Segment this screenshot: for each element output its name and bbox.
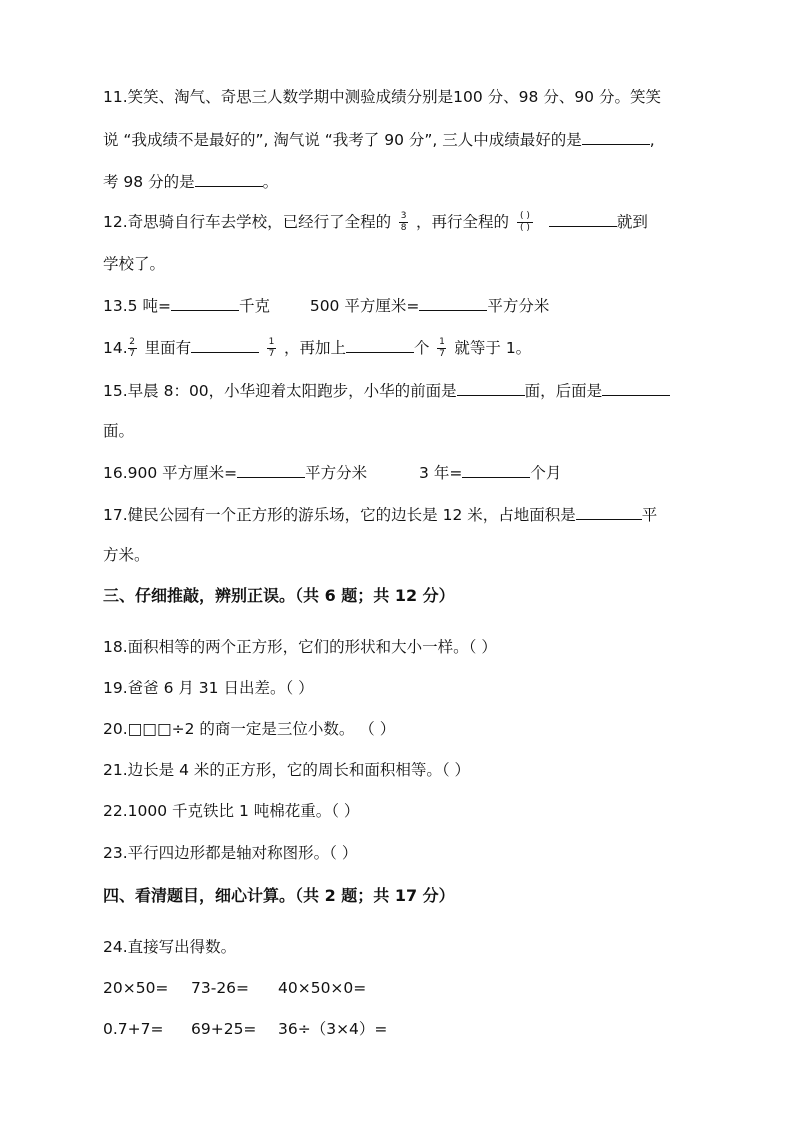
question-21: 21.边长是 4 米的正方形，它的周长和面积相等。（ ） — [103, 761, 471, 779]
fraction-denominator-blank: ( ) — [520, 223, 530, 233]
calc-item: 73-26= — [191, 979, 250, 997]
q17-text-3: 方米。 — [103, 546, 150, 564]
q11-period: 。 — [262, 173, 279, 191]
calc-item: 36÷（3×4）= — [278, 1020, 388, 1038]
q11-text-1: 11.笑笑、淘气、奇思三人数学期中测验成绩分别是100 分、98 分、90 分。笑笑 — [103, 88, 661, 106]
answer-blank[interactable] — [419, 294, 487, 311]
question-23: 23.平行四边形都是轴对称图形。（ ） — [103, 844, 358, 862]
answer-blank[interactable] — [195, 170, 263, 187]
q12-text-4: 学校了。 — [103, 255, 166, 273]
q16-text-3: 3 年= — [419, 464, 463, 482]
question-11-line-3 — [103, 170, 278, 193]
q12-text-3: 就到 — [616, 213, 648, 231]
q13-text-3: 500 平方厘米= — [309, 297, 420, 315]
q13-text-4: 平方分米 — [487, 297, 550, 315]
question-18: 18.面积相等的两个正方形，它们的形状和大小一样。（ ） — [103, 638, 497, 656]
question-16 — [103, 461, 561, 484]
q17-text-2: 平 — [641, 506, 658, 524]
question-22: 22.1000 千克铁比 1 吨棉花重。（ ） — [103, 802, 360, 820]
calc-item: 0.7+7= — [103, 1020, 164, 1038]
q12-text-1: 12.奇思骑自行车去学校，已经行了全程的 — [103, 213, 392, 231]
fraction-three-eighths — [399, 212, 408, 233]
calc-item: 40×50×0= — [278, 979, 367, 997]
answer-blank[interactable] — [462, 461, 530, 478]
q14-text-3: ，再加上 — [283, 339, 346, 357]
question-20: 20.□□□÷2 的商一定是三位小数。 （ ） — [103, 720, 396, 738]
q14-text-1: 14. — [103, 339, 128, 357]
fraction-two-sevenths — [128, 338, 137, 359]
q17-text-1: 17.健民公园有一个正方形的游乐场，它的边长是 12 米，占地面积是 — [103, 506, 576, 524]
answer-blank[interactable] — [549, 210, 617, 227]
answer-blank[interactable] — [191, 336, 259, 353]
fraction-one-seventh — [437, 338, 446, 359]
fraction-numerator: 3 — [400, 211, 407, 221]
q16-text-4: 个月 — [530, 464, 562, 482]
answer-blank[interactable] — [582, 128, 650, 145]
answer-blank[interactable] — [237, 461, 305, 478]
question-12-line-2 — [103, 253, 165, 275]
question-11-line-1 — [103, 86, 661, 108]
calc-item: 69+25= — [191, 1020, 257, 1038]
fraction-blank[interactable] — [517, 212, 533, 233]
fraction-numerator: 1 — [439, 337, 445, 347]
answer-blank[interactable] — [171, 294, 239, 311]
answer-blank[interactable] — [346, 336, 414, 353]
question-13 — [103, 294, 549, 317]
fraction-denominator: 8 — [400, 223, 407, 233]
q13-text-1: 13.5 吨= — [103, 297, 171, 315]
answer-blank[interactable] — [576, 503, 642, 520]
fraction-denominator: 7 — [129, 349, 136, 359]
fraction-numerator-blank: ( ) — [520, 211, 530, 221]
question-17-line-2 — [103, 544, 150, 566]
section-3-heading: 三、仔细推敲，辨别正误。（共 6 题；共 12 分） — [103, 586, 455, 605]
q13-text-2: 千克 — [238, 297, 270, 315]
question-17-line-1 — [103, 503, 657, 526]
fraction-denominator: 7 — [268, 349, 275, 359]
q16-text-1: 16.900 平方厘米= — [103, 464, 238, 482]
q12-text-2: ，再行全程的 — [416, 213, 510, 231]
fraction-numerator: 1 — [268, 337, 275, 347]
q15-text-1: 15.早晨 8：00，小华迎着太阳跑步，小华的前面是 — [103, 382, 457, 400]
fraction-denominator: 7 — [439, 349, 445, 359]
fraction-numerator: 2 — [129, 337, 136, 347]
fraction-one-seventh — [267, 338, 276, 359]
q14-text-5: 就等于 1。 — [454, 339, 532, 357]
question-14 — [103, 336, 531, 359]
question-11-line-2 — [103, 128, 655, 151]
q16-text-2: 平方分米 — [305, 464, 368, 482]
answer-blank[interactable] — [602, 379, 670, 396]
question-12-line-1 — [103, 210, 648, 233]
q15-text-3: 面。 — [103, 422, 135, 440]
q14-text-4: 个 — [414, 339, 430, 357]
section-4-heading: 四、看清题目，细心计算。（共 2 题；共 17 分） — [103, 886, 455, 905]
question-24-title: 24.直接写出得数。 — [103, 938, 237, 956]
q15-text-2: 面，后面是 — [524, 382, 603, 400]
calc-item: 20×50= — [103, 979, 169, 997]
question-15-line-2 — [103, 420, 134, 442]
q11-text-2: 说 “我成绩不是最好的”, 淘气说 “我考了 90 分”, 三人中成绩最好的是 — [103, 131, 582, 149]
q11-comma: , — [649, 131, 655, 149]
question-19: 19.爸爸 6 月 31 日出差。（ ） — [103, 679, 314, 697]
q11-text-3: 考 98 分的是 — [103, 173, 195, 191]
answer-blank[interactable] — [457, 379, 525, 396]
question-15-line-1 — [103, 379, 670, 402]
q14-text-2: 里面有 — [144, 339, 192, 357]
